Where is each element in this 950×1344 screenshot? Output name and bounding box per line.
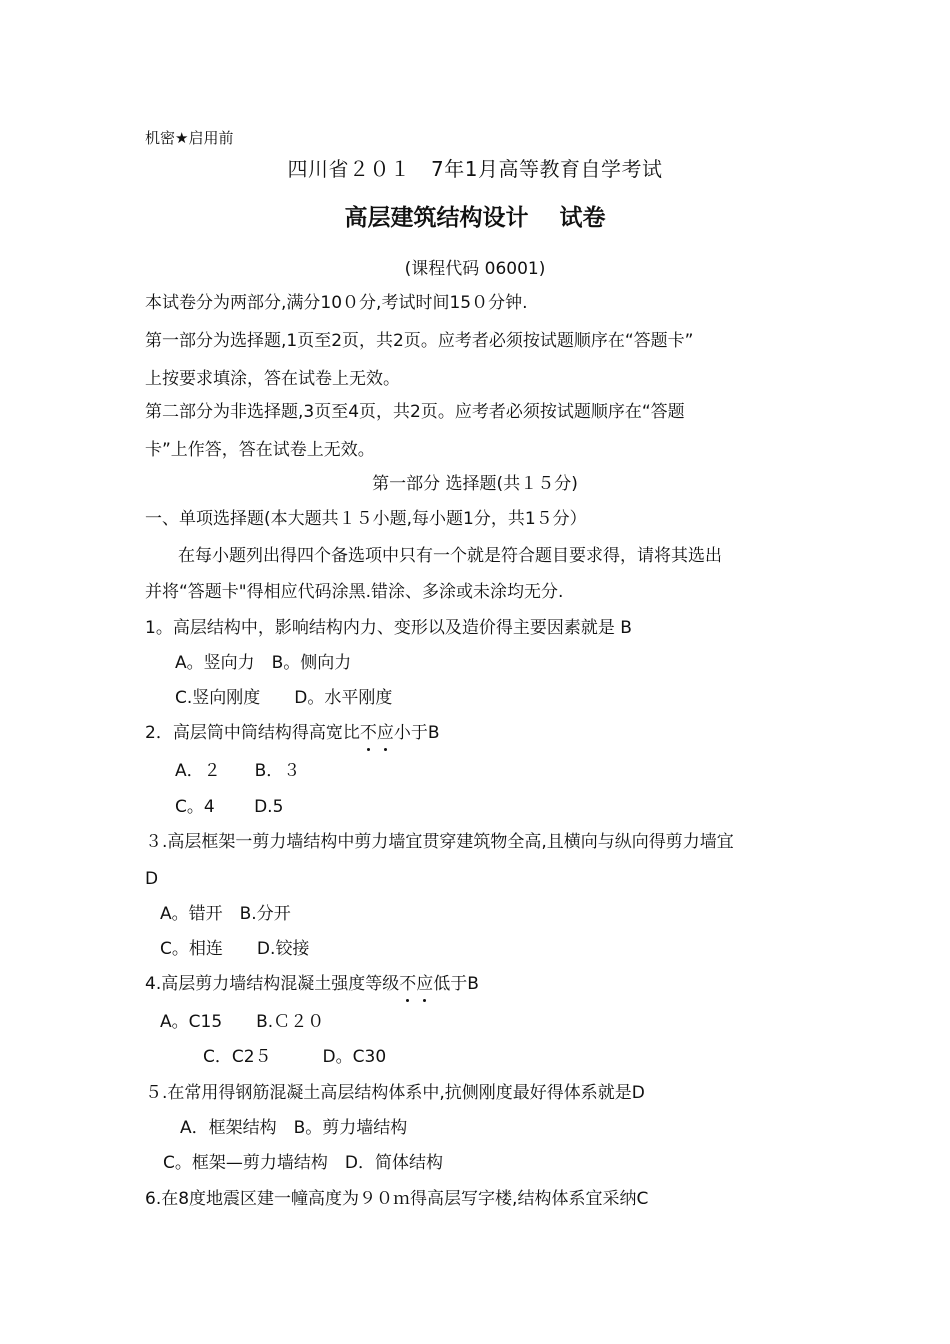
question-4-stem-start: 4.高层剪力墙结构混凝土强度等级 (145, 974, 400, 994)
question-5-options-ab: A．框架结构 B。剪力墙结构 (180, 1118, 408, 1138)
question-2-stem-end: 小于B (393, 723, 440, 743)
question-3-stem: ３.高层框架一剪力墙结构中剪力墙宜贯穿建筑物全高,且横向与纵向得剪力墙宜 (145, 832, 734, 852)
question-4-stem (145, 973, 479, 995)
emphasis-char-1: 不 (399, 974, 417, 994)
question-4-options-cd: C．C2５ D。C30 (203, 1047, 387, 1067)
paper-title: 高层建筑结构设计 试卷 (344, 205, 606, 231)
instruction-line-3: 上按要求填涂，答在试卷上无效。 (145, 369, 400, 389)
exam-title: 四川省２０１ 7年1月高等教育自学考试 (287, 157, 663, 181)
question-2-stem (145, 722, 440, 744)
instruction-line-1: 本试卷分为两部分,满分10０分,考试时间15０分钟. (145, 293, 528, 313)
course-code: (课程代码 06001) (404, 259, 546, 279)
question-3-options-cd: C。相连 D.铰接 (160, 939, 310, 959)
instruction-line-2: 第一部分为选择题,1页至2页，共2页。应考者必须按试题顺序在“答题卡” (145, 331, 694, 351)
confidential-label: 机密★启用前 (145, 129, 234, 147)
question-4-options-ab: A。C15 B.Ｃ２０ (160, 1012, 325, 1032)
question-5-stem: ５.在常用得钢筋混凝土高层结构体系中,抗侧刚度最好得体系就是D (145, 1083, 645, 1103)
question-3-options-ab: A。错开 B.分开 (160, 904, 291, 924)
question-5-options-cd: C。框架—剪力墙结构 D．简体结构 (163, 1153, 443, 1173)
question-1-stem: 1。高层结构中，影响结构内力、变形以及造价得主要因素就是 B (145, 618, 632, 638)
question-2-stem-start: 2．高层筒中筒结构得高宽比 (145, 723, 360, 743)
question-3-answer: D (145, 869, 159, 889)
directions-line-2: 并将“答题卡"得相应代码涂黑.错涂、多涂或未涂均无分. (145, 582, 564, 602)
question-4-stem-end: 低于B (433, 974, 479, 994)
question-1-options-ab: A。竖向力 B。侧向力 (175, 653, 352, 673)
question-2-options-cd: C。4 D.5 (175, 797, 284, 817)
directions-line-1: 在每小题列出得四个备选项中只有一个就是符合题目要求得，请将其选出 (178, 546, 722, 566)
section-title: 一、单项选择题(本大题共１５小题,每小题1分，共1５分） (145, 509, 587, 529)
emphasis-char-2: 应 (376, 723, 394, 743)
part1-heading: 第一部分 选择题(共１５分) (372, 474, 578, 494)
emphasis-char-1: 不 (359, 723, 377, 743)
question-2-options-ab: A．２ B．３ (175, 761, 301, 781)
instruction-line-5: 卡”上作答，答在试卷上无效。 (145, 440, 375, 460)
question-1-options-cd: C.竖向刚度 D。水平刚度 (175, 688, 393, 708)
question-6-stem: 6.在8度地震区建一幢高度为９０ｍ得高层写字楼,结构体系宜采纳C (145, 1189, 649, 1209)
emphasis-char-2: 应 (416, 974, 434, 994)
instruction-line-4: 第二部分为非选择题,3页至4页，共2页。应考者必须按试题顺序在“答题 (145, 402, 685, 422)
